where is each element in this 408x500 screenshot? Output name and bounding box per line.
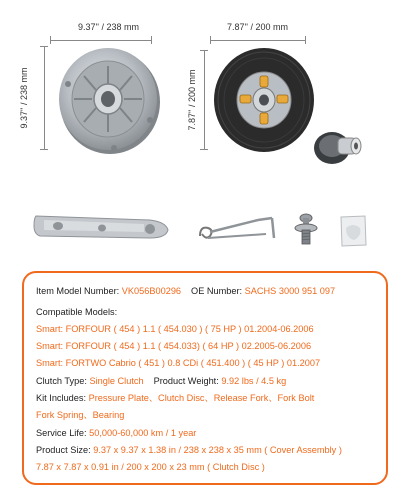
- dim-tick: [50, 36, 51, 44]
- compatible-model-item: Smart: FORFOUR ( 454 ) 1.1 ( 454.033) ( 64 HP ) 02.2005-06.2006: [36, 341, 312, 351]
- product-size-label: Product Size:: [36, 445, 94, 455]
- dim-tick: [200, 149, 208, 150]
- service-life-value: 50,000-60,000 km / 1 year: [89, 428, 197, 438]
- release-fork-icon: [32, 210, 172, 244]
- clutch-disc-icon: [212, 46, 316, 154]
- item-model-label: Item Model Number:: [36, 286, 122, 296]
- pressure-plate-height-label: 9.37'' / 238 mm: [19, 67, 29, 129]
- dim-tick: [151, 36, 152, 44]
- clutch-type-value: Single Clutch: [89, 376, 144, 386]
- fork-spring-icon: [194, 212, 280, 246]
- product-weight-value: 9.92 lbs / 4.5 kg: [221, 376, 287, 386]
- service-life-label: Service Life:: [36, 428, 90, 438]
- clutch-disc-height-line: [204, 50, 205, 150]
- spec-row-clutch-weight: [36, 375, 286, 387]
- compatible-model-item: Smart: FORFOUR ( 454 ) 1.1 ( 454.030 ) ( 75 HP ) 01.2004-06.2006: [36, 324, 314, 334]
- dim-tick: [305, 36, 306, 44]
- spec-row-model-oe: [36, 285, 335, 297]
- spec-row-service-life: [36, 427, 196, 439]
- pressure-plate-height-line: [44, 46, 45, 150]
- spec-row-product-size: [36, 444, 342, 456]
- fork-bolt-icon: [292, 212, 320, 248]
- clutch-disc-height-label: 7.87'' / 200 mm: [187, 69, 197, 131]
- spec-row-compatible: [36, 306, 117, 318]
- grease-packet-icon: [338, 214, 368, 248]
- pressure-plate-icon: [54, 44, 162, 156]
- clutch-disc-width-label: 7.87'' / 200 mm: [227, 22, 288, 32]
- dim-tick: [210, 36, 211, 44]
- kit-includes-value-cont: Fork Spring、Bearing: [36, 410, 125, 420]
- item-model-value: VK056B00296: [121, 286, 182, 296]
- oe-number-value: SACHS 3000 951 097: [244, 286, 336, 296]
- compatible-models-label: Compatible Models:: [36, 307, 118, 317]
- product-size-value: 9.37 x 9.37 x 1.38 in / 238 x 238 x 35 mm ( Cover Assembly ): [93, 445, 342, 455]
- compatible-model-item: Smart: FORTWO Cabrio ( 451 ) 0.8 CDi ( 451.400 ) ( 45 HP ) 01.2007: [36, 358, 321, 368]
- dim-tick: [200, 50, 208, 51]
- dim-tick: [40, 149, 48, 150]
- oe-number-label: OE Number:: [191, 286, 245, 296]
- product-size-value-cont: 7.87 x 7.87 x 0.91 in / 200 x 200 x 23 mm ( Clutch Disc ): [36, 462, 265, 472]
- pressure-plate-width-label: 9.37'' / 238 mm: [78, 22, 139, 32]
- specification-panel: [22, 271, 388, 485]
- dim-tick: [40, 46, 48, 47]
- clutch-disc-width-line: [210, 40, 306, 41]
- release-bearing-icon: [308, 126, 364, 168]
- product-weight-label: Product Weight:: [153, 376, 222, 386]
- spec-row-kit: [36, 392, 314, 404]
- kit-includes-label: Kit Includes:: [36, 393, 89, 403]
- kit-includes-value: Pressure Plate、Clutch Disc、Release Fork、Fork Bolt: [88, 393, 315, 403]
- clutch-type-label: Clutch Type:: [36, 376, 90, 386]
- pressure-plate-width-line: [50, 40, 152, 41]
